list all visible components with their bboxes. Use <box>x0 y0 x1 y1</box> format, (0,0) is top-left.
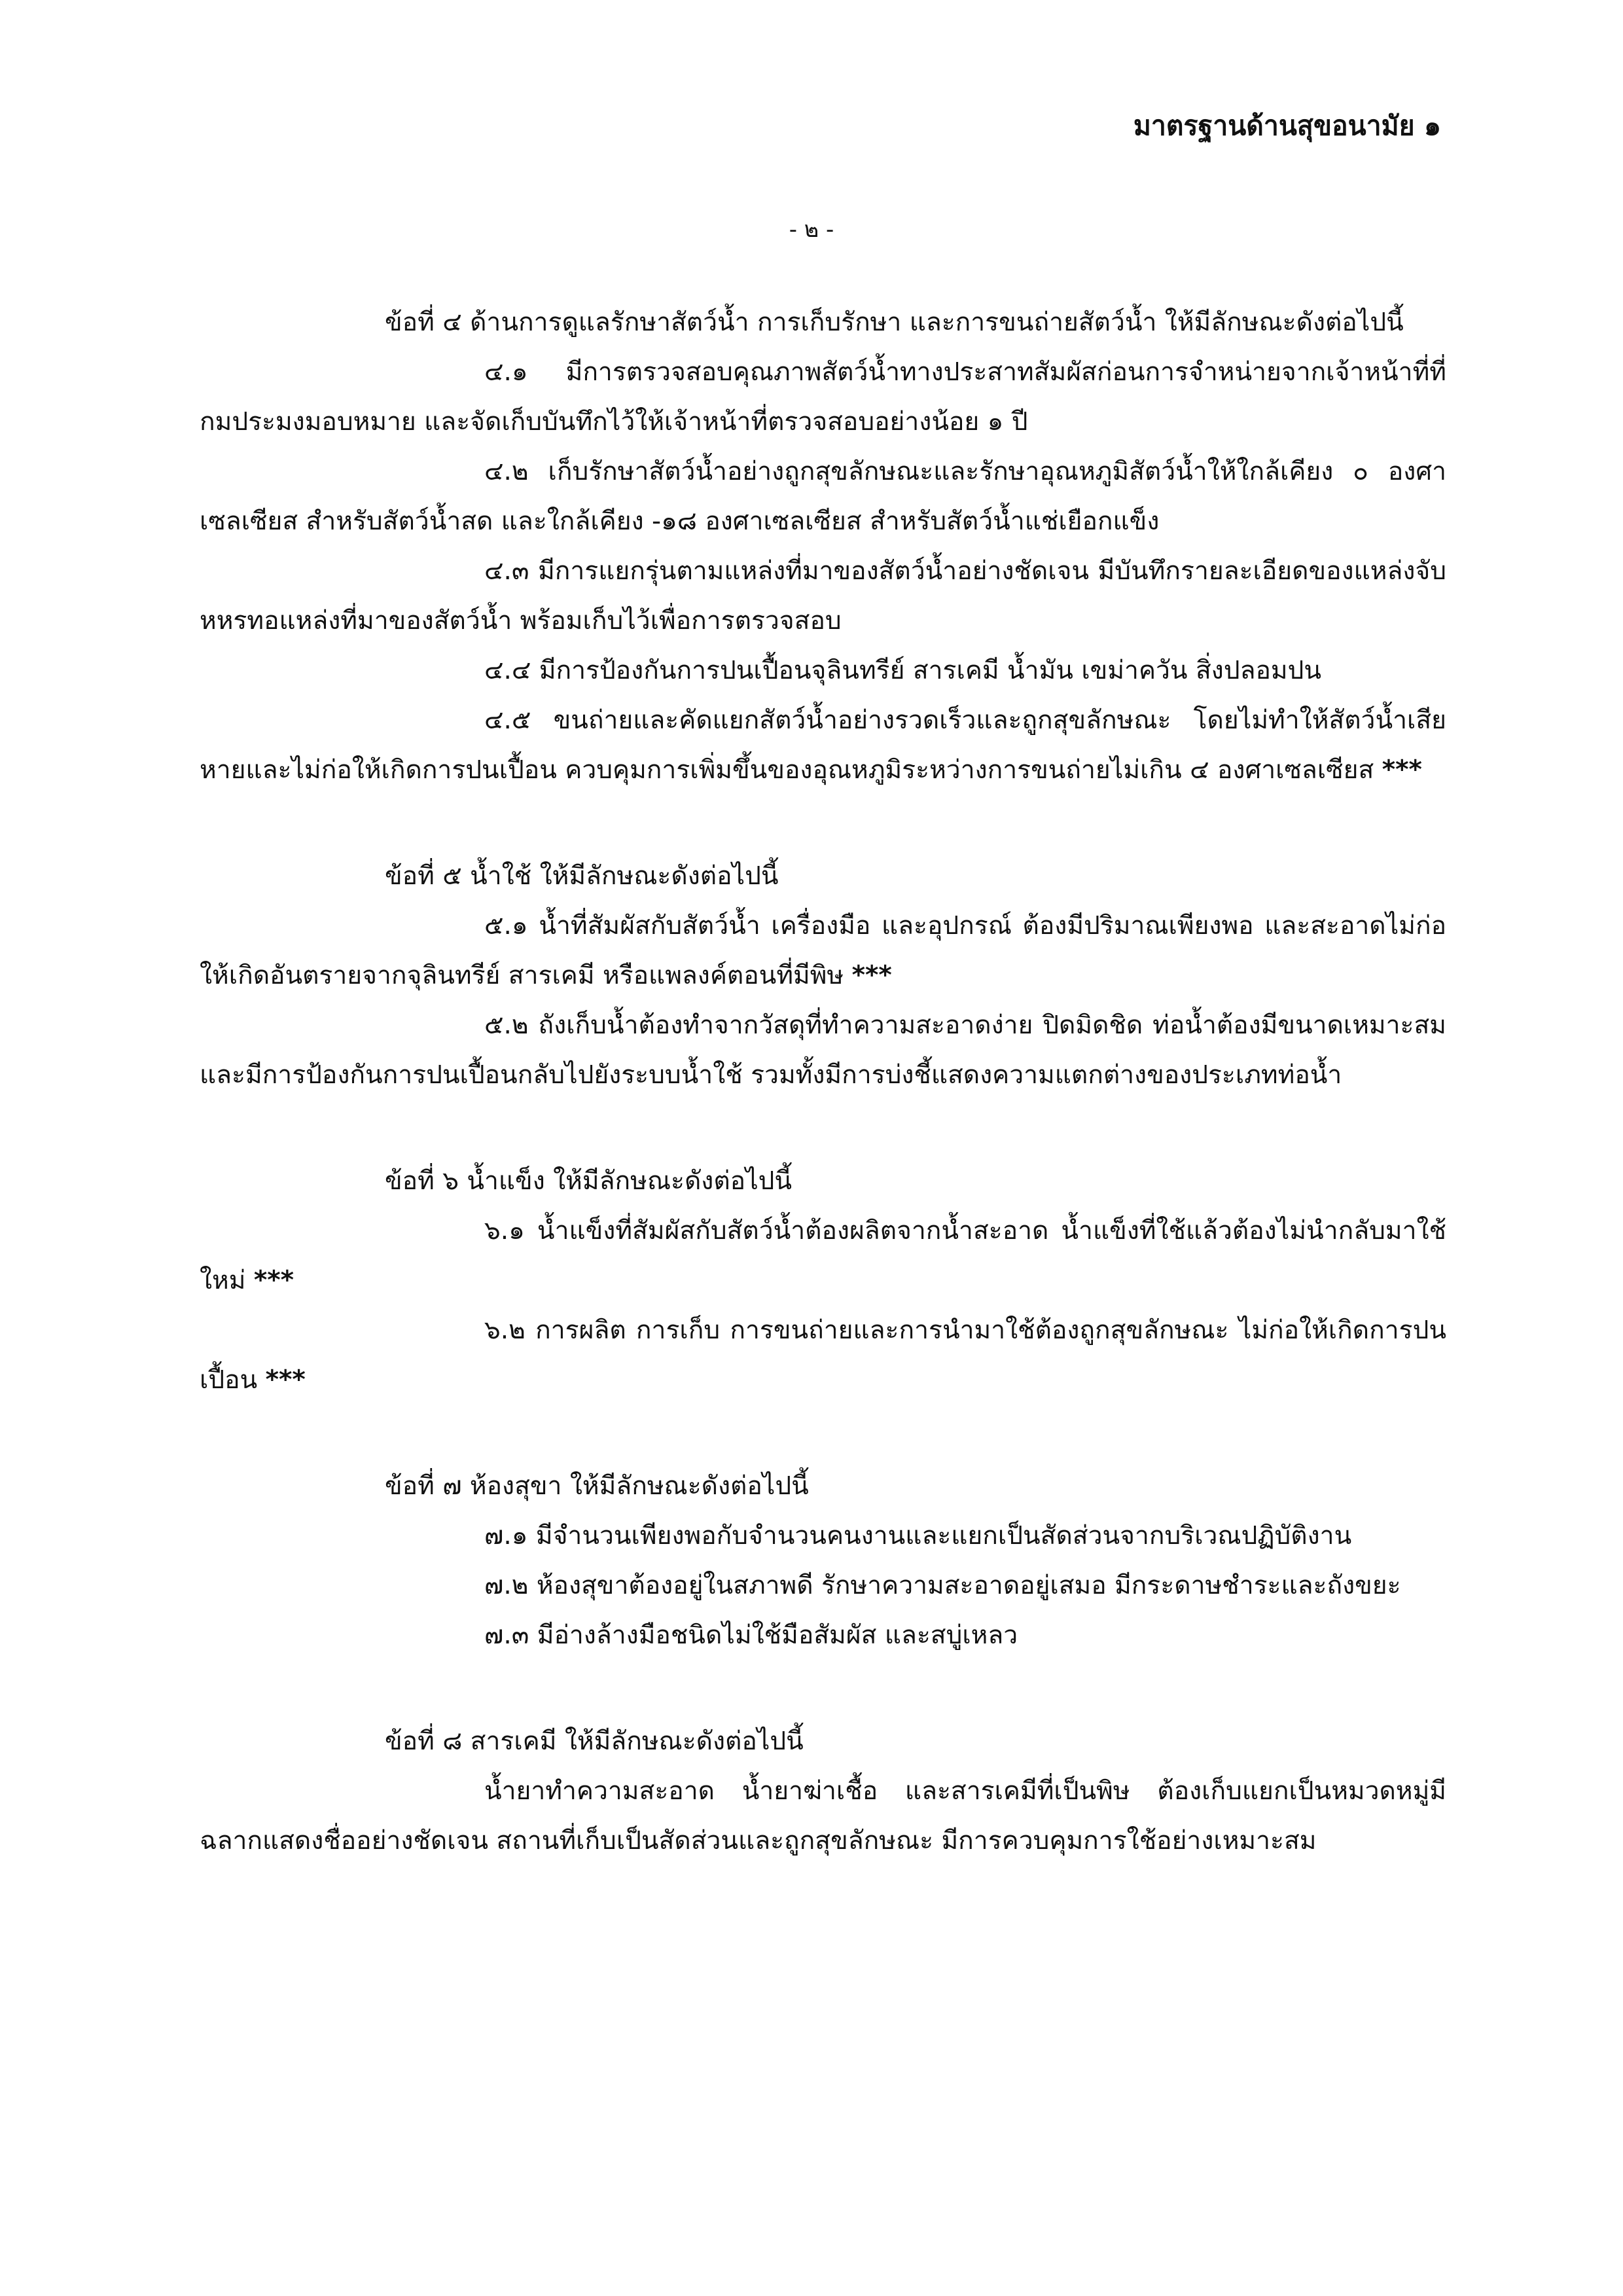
section-6 <box>200 1157 1446 1405</box>
clause-4-4 <box>200 646 1446 696</box>
clause-4-3 <box>200 547 1446 646</box>
section-heading: ข้อที่ ๗ ห้องสุขา ให้มีลักษณะดังต่อไปนี้ <box>385 1471 809 1501</box>
clause-4-5 <box>200 696 1446 795</box>
clause-text: ๖.๒ การผลิต การเก็บ การขนถ่ายและการนำมาใช้ต้องถูกสุขลักษณะ ไม่ก่อให้เกิดการปนเปื้อน <box>200 1316 1446 1395</box>
clause-text: ๗.๓ มีอ่างล้างมือชนิดไม่ใช้มือสัมผัส และสบู่เหลว <box>484 1621 1018 1650</box>
clause-7-1 <box>200 1511 1446 1561</box>
clause-4-2 <box>200 447 1446 547</box>
clause-text: ๖.๑ น้ำแข็งที่สัมผัสกับสัตว์น้ำต้องผลิตจากน้ำสะอาด น้ำแข็งที่ใช้แล้วต้องไม่นำกลับมาใช้ใหม่ <box>200 1216 1446 1295</box>
clause-text: ๕.๑ น้ำที่สัมผัสกับสัตว์น้ำ เครื่องมือ และอุปกรณ์ ต้องมีปริมาณเพียงพอ และสะอาดไม่ก่อให้เกิดอันตรายจากจุลินทรีย์ สารเคมี หรือแพลงค์ตอนที่มีพิษ <box>200 911 1446 990</box>
clause-text: ๔.๔ มีการป้องกันการปนเปื้อนจุลินทรีย์ สารเคมี น้ำมัน เขม่าควัน สิ่งปลอมปน <box>484 656 1322 685</box>
section-8 <box>200 1717 1446 1866</box>
clause-text: ๗.๑ มีจำนวนเพียงพอกับจำนวนคนงานและแยกเป็นสัดส่วนจากบริเวณปฏิบัติงาน <box>484 1521 1352 1551</box>
section-heading: ข้อที่ ๘ สารเคมี ให้มีลักษณะดังต่อไปนี้ <box>385 1727 804 1756</box>
header-title: มาตรฐานด้านสุขอนามัย ๑ <box>1133 110 1441 141</box>
clause-7-3 <box>200 1611 1446 1660</box>
clause-4-1 <box>200 348 1446 447</box>
clause-text: ๔.๒ เก็บรักษาสัตว์น้ำอย่างถูกสุขลักษณะและรักษาอุณหภูมิสัตว์น้ำให้ใกล้เคียง ๐ องศาเซลเซียส สำหรับสัตว์น้ำสด และใกล้เคียง -๑๘ องศาเซลเซียส สำหรับสัตว์น้ำแช่เยือกแข็ง <box>200 457 1446 536</box>
clause-text: ๕.๒ ถังเก็บน้ำต้องทำจากวัสดุที่ทำความสะอาดง่าย ปิดมิดชิด ท่อน้ำต้องมีขนาดเหมาะสมและมีการป้องกันการปนเปื้อนกลับไปยังระบบน้ำใช้ รวมทั้งมีการบ่งชี้แสดงความแตกต่างของประเภทท่อน้ำ <box>200 1011 1446 1090</box>
clause-text: ๗.๒ ห้องสุขาต้องอยู่ในสภาพดี รักษาความสะอาดอยู่เสมอ มีกระดาษชำระและถังขยะ <box>484 1571 1401 1600</box>
critical-mark: *** <box>1382 755 1422 785</box>
critical-mark: *** <box>253 1266 294 1295</box>
section-heading: ข้อที่ ๕ น้ำใช้ ให้มีลักษณะดังต่อไปนี้ <box>385 861 779 891</box>
document-body <box>200 298 1446 1922</box>
page-number: - ๒ - <box>789 217 834 243</box>
section-heading: ข้อที่ ๔ ด้านการดูแลรักษาสัตว์น้ำ การเก็บรักษา และการขนถ่ายสัตว์น้ำ ให้มีลักษณะดังต่อไปนี้ <box>385 308 1404 337</box>
section-5 <box>200 852 1446 1100</box>
critical-mark: *** <box>265 1365 306 1395</box>
clause-6-2 <box>200 1306 1446 1405</box>
section-7 <box>200 1462 1446 1660</box>
clause-text: ๔.๕ ขนถ่ายและคัดแยกสัตว์น้ำอย่างรวดเร็วและถูกสุขลักษณะ โดยไม่ทำให้สัตว์น้ำเสียหายและไม่ก่อให้เกิดการปนเปื้อน ควบคุมการเพิ่มขึ้นของอุณหภูมิระหว่างการขนถ่ายไม่เกิน ๔ องศาเซลเซียส <box>200 706 1446 785</box>
section-heading: ข้อที่ ๖ น้ำแข็ง ให้มีลักษณะดังต่อไปนี้ <box>385 1166 793 1196</box>
clause-text: น้ำยาทำความสะอาด น้ำยาฆ่าเชื้อ และสารเคมีที่เป็นพิษ ต้องเก็บแยกเป็นหมวดหมู่มีฉลากแสดงชื่ออย่างชัดเจน สถานที่เก็บเป็นสัดส่วนและถูกสุขลักษณะ มีการควบคุมการใช้อย่างเหมาะสม <box>200 1776 1446 1856</box>
clause-text: ๔.๑ มีการตรวจสอบคุณภาพสัตว์น้ำทางประสาทสัมผัสก่อนการจำหน่ายจากเจ้าหน้าที่ที่กมประมงมอบหมาย และจัดเก็บบันทึกไว้ให้เจ้าหน้าที่ตรวจสอบอย่างน้อย ๑ ปี <box>200 357 1446 437</box>
clause-8-body <box>200 1767 1446 1866</box>
clause-6-1 <box>200 1206 1446 1306</box>
section-4 <box>200 298 1446 795</box>
clause-7-2 <box>200 1561 1446 1611</box>
clause-5-2 <box>200 1001 1446 1100</box>
clause-5-1 <box>200 901 1446 1001</box>
clause-text: ๔.๓ มีการแยกรุ่นตามแหล่งที่มาของสัตว์น้ำอย่างชัดเจน มีบันทึกรายละเอียดของแหล่งจับหหรทอแหล่งที่มาของสัตว์น้ำ พร้อมเก็บไว้เพื่อการตรวจสอบ <box>200 556 1446 636</box>
critical-mark: *** <box>851 961 892 990</box>
